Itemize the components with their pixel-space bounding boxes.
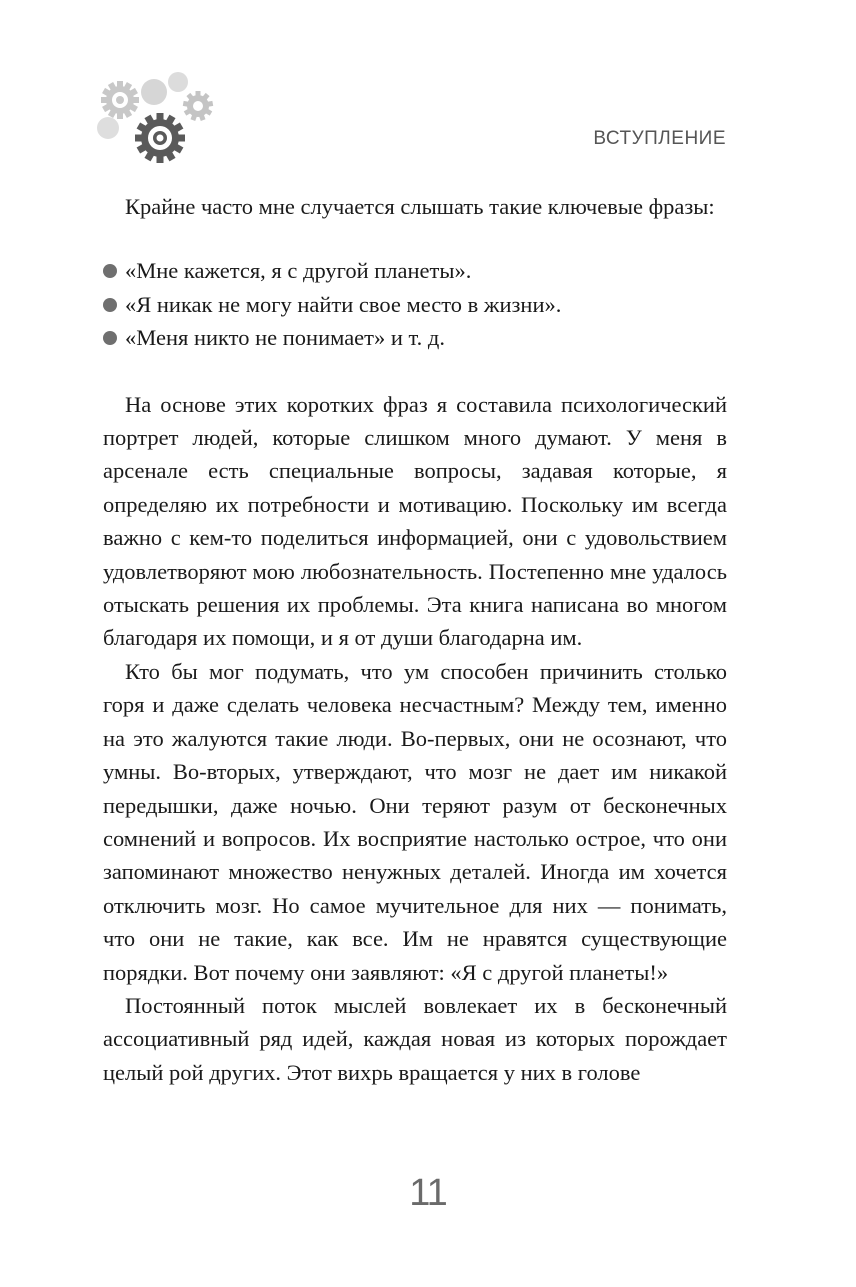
page-number: 11 — [409, 1172, 447, 1214]
list-item-text: «Я никак не могу найти свое место в жизни». — [125, 291, 562, 317]
list-item — [103, 321, 727, 354]
section-header: ВСТУПЛЕНИЕ — [593, 128, 726, 149]
bullet-list — [103, 254, 727, 354]
small-gear-icon — [183, 91, 213, 121]
list-item — [103, 288, 727, 321]
list-item — [103, 254, 727, 287]
dark-gear-icon — [135, 113, 185, 163]
body-paragraph: Кто бы мог подумать, что ум способен причинить столько горя и даже сделать человека несчастным? Между тем, именно на это жалуются такие люди. Во-первых, они не осознают, что умны. Во-вторых, утверждают, что мозг не дает им никакой передышки, даже ночью. Они теряют разум от бесконечных сомнений и вопросов. Их восприятие настолько острое, что они запоминают множество ненужных деталей. Иногда им хочется отключить мозг. Но самое мучительное для них — понимать, что они не такие, как все. Им не нравятся существующие порядки. Вот почему они заявляют: «Я с другой планеты!» — [103, 658, 727, 985]
body-paragraph: На основе этих коротких фраз я составила психологический портрет людей, которые слишком много думают. У меня в арсенале есть специальные вопросы, задавая которые, я определяю их потребности и мотивацию. Поскольку им всегда важно с кем-то поделиться информацией, они с удовольствием удовлетворяют мою любознательность. Постепенно мне удалось отыскать решения их проблемы. Эта книга написана во многом благодаря их помощи, и я от души благодарна им. — [103, 391, 727, 651]
gears-logo-icon — [96, 70, 226, 170]
intro-paragraph: Крайне часто мне случается слышать такие ключевые фразы: — [125, 194, 715, 219]
list-item-text: «Мне кажется, я с другой планеты». — [125, 258, 472, 284]
light-gear-icon — [101, 81, 139, 119]
list-item-text: «Меня никто не понимает» и т. д. — [125, 325, 446, 351]
page-body — [103, 190, 727, 1089]
body-paragraph: Постоянный поток мыслей вовлекает их в бесконечный ассоциативный ряд идей, каждая новая из которых порождает целый рой других. Этот вихрь вращается у них в голове — [103, 992, 727, 1085]
bullet-icon — [103, 331, 117, 345]
bullet-icon — [103, 264, 117, 278]
bullet-icon — [103, 298, 117, 312]
